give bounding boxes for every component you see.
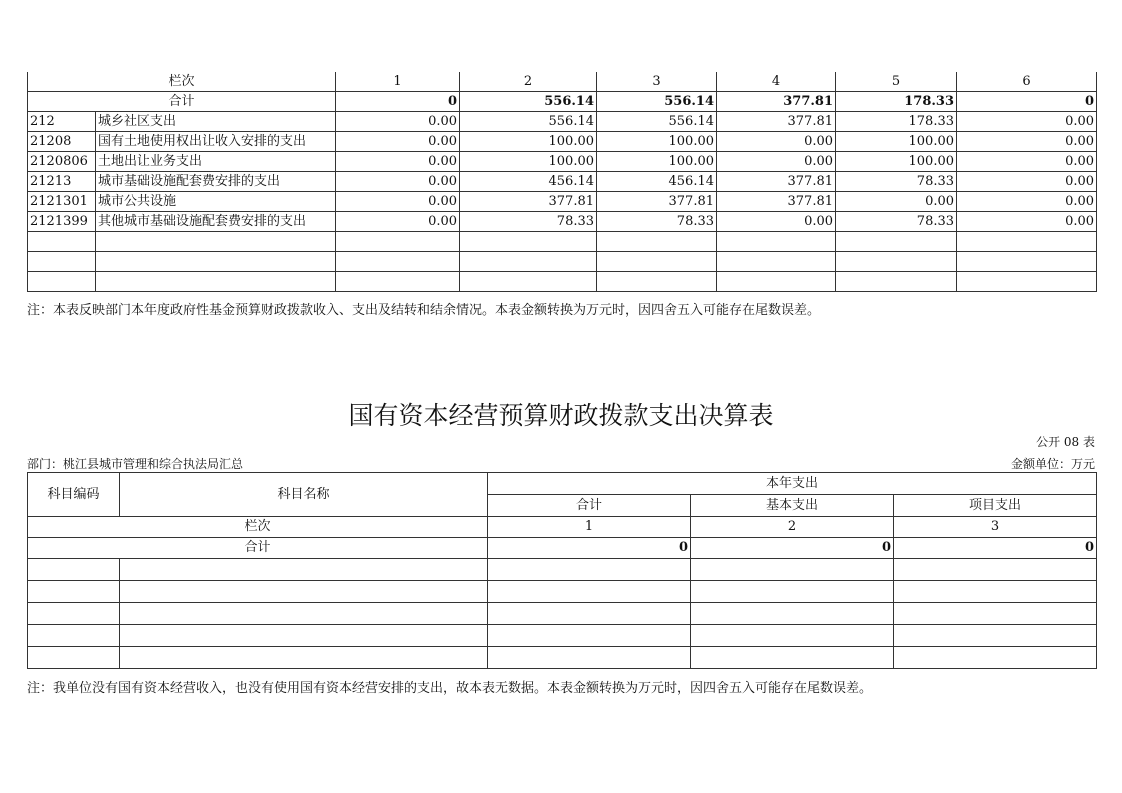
header-basic: 基本支出 xyxy=(691,495,894,517)
table-row xyxy=(28,112,1097,132)
row-value: 78.33 xyxy=(836,172,957,192)
row-name: 土地出让业务支出 xyxy=(96,152,336,172)
unit-label: 金额单位：万元 xyxy=(1010,457,1095,471)
empty-row xyxy=(28,647,1097,669)
row-value: 0.00 xyxy=(957,212,1097,232)
total-value: 178.33 xyxy=(836,92,957,112)
row-code: 21213 xyxy=(28,172,96,192)
row-value: 78.33 xyxy=(836,212,957,232)
row-value: 0.00 xyxy=(336,132,460,152)
row-value: 456.14 xyxy=(460,172,597,192)
total-value: 0 xyxy=(894,538,1097,559)
header-code: 科目编码 xyxy=(28,473,120,517)
row-value: 0.00 xyxy=(717,152,836,172)
row-value: 178.33 xyxy=(836,112,957,132)
total-value: 0 xyxy=(957,92,1097,112)
row-value: 556.14 xyxy=(460,112,597,132)
index-label: 栏次 xyxy=(28,72,336,92)
table-row xyxy=(28,192,1097,212)
row-value: 377.81 xyxy=(460,192,597,212)
index-col-3: 3 xyxy=(894,517,1097,538)
index-col-2: 2 xyxy=(460,72,597,92)
total-value: 556.14 xyxy=(460,92,597,112)
header-group: 本年支出 xyxy=(488,473,1097,495)
total-row xyxy=(28,92,1097,112)
header-total: 合计 xyxy=(488,495,691,517)
row-value: 0.00 xyxy=(336,212,460,232)
table-row xyxy=(28,212,1097,232)
header-name: 科目名称 xyxy=(120,473,488,517)
row-name: 城乡社区支出 xyxy=(96,112,336,132)
row-value: 78.33 xyxy=(460,212,597,232)
empty-row xyxy=(28,252,1097,272)
row-value: 0.00 xyxy=(336,192,460,212)
empty-row xyxy=(28,603,1097,625)
department-label: 部门：桃江县城市管理和综合执法局汇总 xyxy=(27,457,244,471)
total-label: 合计 xyxy=(28,92,336,112)
total-value: 556.14 xyxy=(597,92,717,112)
empty-row xyxy=(28,272,1097,292)
row-value: 0.00 xyxy=(957,192,1097,212)
row-code: 21208 xyxy=(28,132,96,152)
index-row xyxy=(28,517,1097,538)
index-col-2: 2 xyxy=(691,517,894,538)
table-row xyxy=(28,152,1097,172)
header-project: 项目支出 xyxy=(894,495,1097,517)
total-value: 377.81 xyxy=(717,92,836,112)
row-code: 2121399 xyxy=(28,212,96,232)
row-name: 城市基础设施配套费安排的支出 xyxy=(96,172,336,192)
row-name: 国有土地使用权出让收入安排的支出 xyxy=(96,132,336,152)
state-capital-table xyxy=(27,472,1097,669)
empty-row xyxy=(28,581,1097,603)
index-col-1: 1 xyxy=(488,517,691,538)
total-row xyxy=(28,538,1097,559)
empty-row xyxy=(28,232,1097,252)
row-value: 100.00 xyxy=(836,132,957,152)
fund-budget-table xyxy=(27,72,1097,292)
total-value: 0 xyxy=(336,92,460,112)
table2-note: 注：我单位没有国有资本经营收入，也没有使用国有资本经营安排的支出，故本表无数据。本表金额转换为万元时，因四舍五入可能存在尾数误差。 xyxy=(27,681,873,696)
row-value: 100.00 xyxy=(597,132,717,152)
row-value: 0.00 xyxy=(957,132,1097,152)
row-value: 0.00 xyxy=(836,192,957,212)
row-code: 212 xyxy=(28,112,96,132)
table-row xyxy=(28,172,1097,192)
row-value: 0.00 xyxy=(717,212,836,232)
row-value: 377.81 xyxy=(717,172,836,192)
row-value: 0.00 xyxy=(336,172,460,192)
row-value: 0.00 xyxy=(957,112,1097,132)
table-number: 公开 08 表 xyxy=(1036,435,1095,449)
row-value: 0.00 xyxy=(336,112,460,132)
row-value: 100.00 xyxy=(597,152,717,172)
row-code: 2120806 xyxy=(28,152,96,172)
row-value: 0.00 xyxy=(717,132,836,152)
row-code: 2121301 xyxy=(28,192,96,212)
index-col-5: 5 xyxy=(836,72,957,92)
page-title: 国有资本经营预算财政拨款支出决算表 xyxy=(348,401,774,430)
row-value: 100.00 xyxy=(460,132,597,152)
row-name: 其他城市基础设施配套费安排的支出 xyxy=(96,212,336,232)
total-label: 合计 xyxy=(28,538,488,559)
index-col-1: 1 xyxy=(336,72,460,92)
row-value: 78.33 xyxy=(597,212,717,232)
index-col-3: 3 xyxy=(597,72,717,92)
row-value: 377.81 xyxy=(717,112,836,132)
table-row xyxy=(28,132,1097,152)
row-value: 100.00 xyxy=(460,152,597,172)
row-value: 100.00 xyxy=(836,152,957,172)
index-label: 栏次 xyxy=(28,517,488,538)
row-value: 456.14 xyxy=(597,172,717,192)
empty-row xyxy=(28,625,1097,647)
row-value: 0.00 xyxy=(336,152,460,172)
empty-row xyxy=(28,559,1097,581)
index-row xyxy=(28,72,1097,92)
total-value: 0 xyxy=(691,538,894,559)
header-row xyxy=(28,473,1097,495)
row-value: 0.00 xyxy=(957,152,1097,172)
table1-note: 注：本表反映部门本年度政府性基金预算财政拨款收入、支出及结转和结余情况。本表金额转换为万元时，因四舍五入可能存在尾数误差。 xyxy=(27,303,821,318)
row-value: 556.14 xyxy=(597,112,717,132)
index-col-6: 6 xyxy=(957,72,1097,92)
row-value: 377.81 xyxy=(597,192,717,212)
row-value: 0.00 xyxy=(957,172,1097,192)
row-name: 城市公共设施 xyxy=(96,192,336,212)
index-col-4: 4 xyxy=(717,72,836,92)
row-value: 377.81 xyxy=(717,192,836,212)
total-value: 0 xyxy=(488,538,691,559)
